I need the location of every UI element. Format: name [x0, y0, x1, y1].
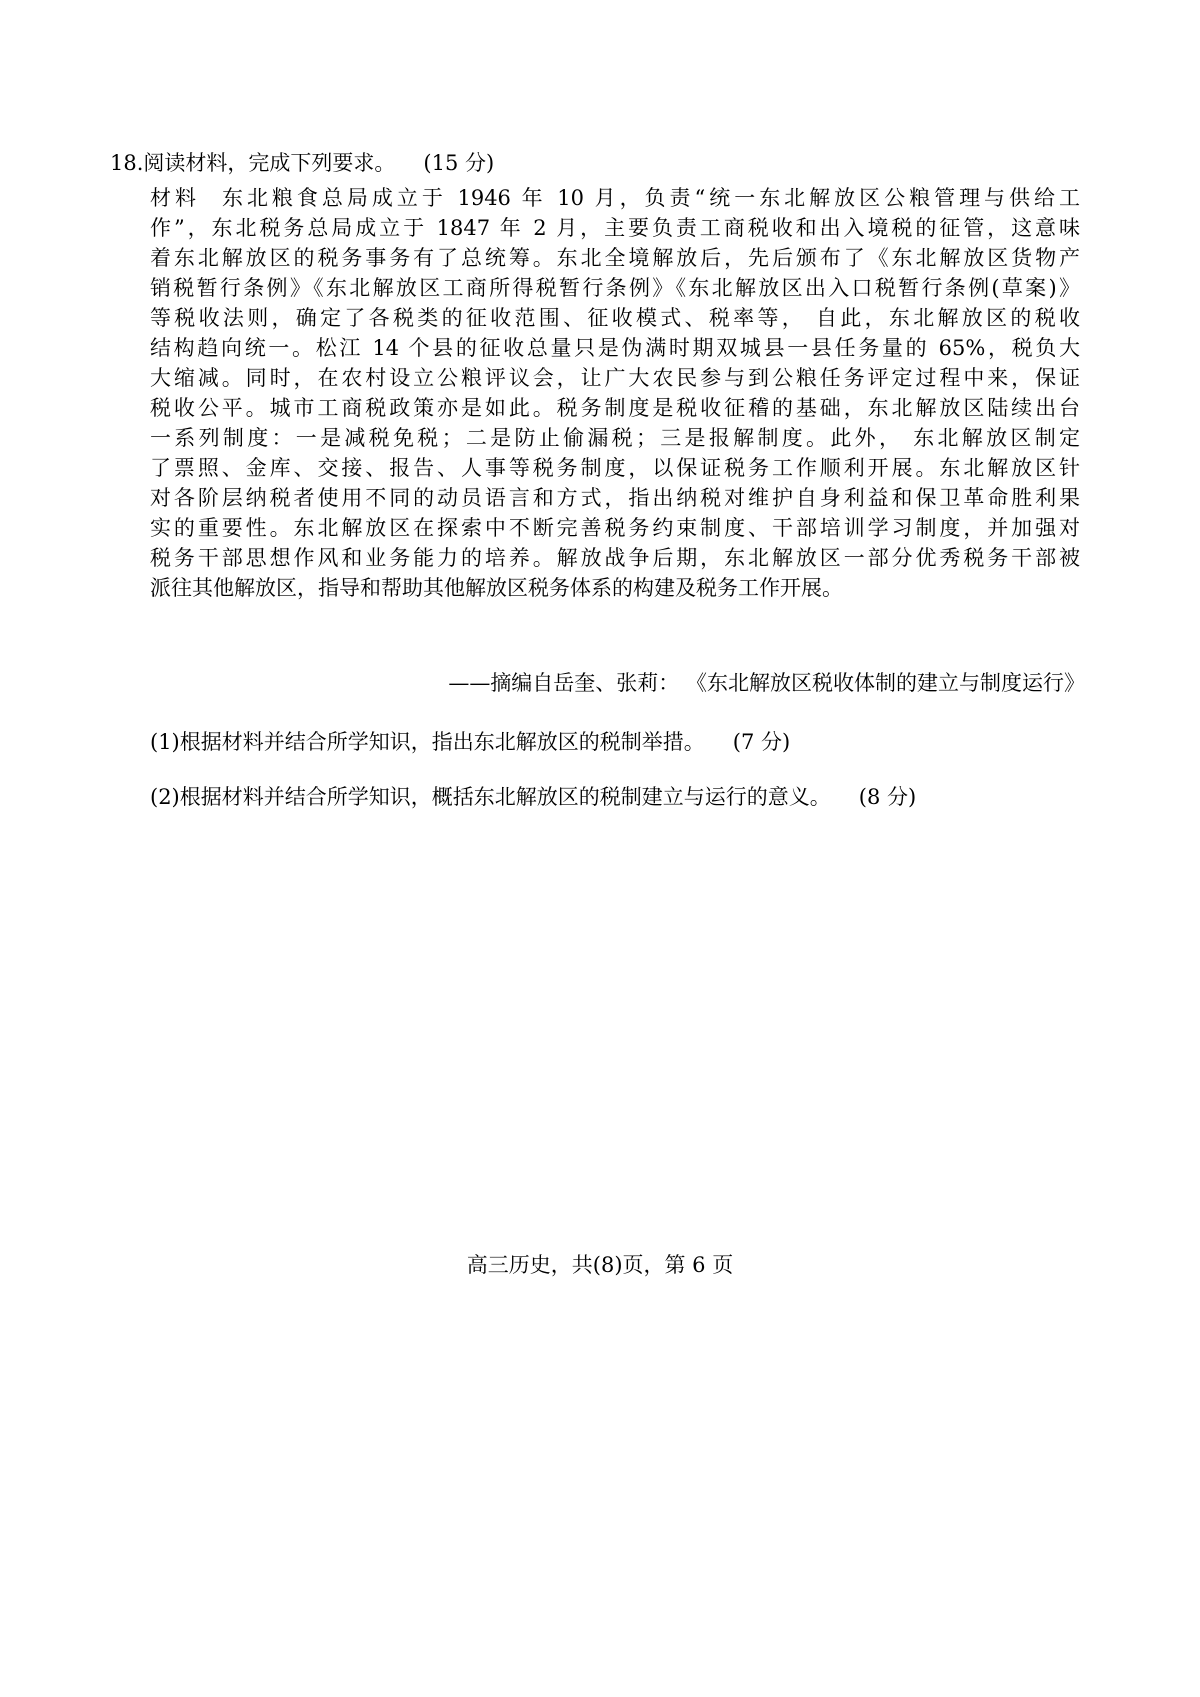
material-line: 着东北解放区的税务事务有了总统筹。东北全境解放后，先后颁布了《东北解放区货物产: [150, 246, 1080, 270]
material-source: ——摘编自岳奎、张莉： 《东北解放区税收体制的建立与制度运行》: [448, 671, 1085, 695]
material-line: 销税暂行条例》《东北解放区工商所得税暂行条例》《东北解放区出入口税暂行条例(草案)》: [150, 276, 1080, 300]
question-points: (15 分): [423, 151, 495, 175]
subquestion-points: (8 分): [858, 785, 917, 809]
material-passage: [150, 183, 1080, 603]
subquestion-1: [150, 727, 790, 757]
material-line: 派往其他解放区，指导和帮助其他解放区税务体系的构建及税务工作开展。: [150, 576, 843, 600]
subquestion-text: (2)根据材料并结合所学知识，概括东北解放区的税制建立与运行的意义。: [150, 785, 831, 809]
question-header: [110, 148, 494, 178]
material-line: 作”，东北税务总局成立于 1847 年 2 月，主要负责工商税收和出入境税的征管，这意味: [150, 216, 1080, 240]
material-line: 材料 东北粮食总局成立于 1946 年 10 月，负责“统一东北解放区公粮管理与供给工: [150, 186, 1080, 210]
material-line: 税收公平。城市工商税政策亦是如此。税务制度是税收征稽的基础，东北解放区陆续出台: [150, 396, 1080, 420]
page-footer: 高三历史，共(8)页，第 6 页: [466, 1253, 734, 1277]
material-line: 了票照、金库、交接、报告、人事等税务制度，以保证税务工作顺利开展。东北解放区针: [150, 456, 1080, 480]
question-prompt: 阅读材料，完成下列要求。: [143, 151, 396, 175]
subquestion-points: (7 分): [732, 730, 791, 754]
material-line: 一系列制度：一是减税免税；二是防止偷漏税；三是报解制度。此外， 东北解放区制定: [150, 426, 1080, 450]
material-line: 等税收法则，确定了各税类的征收范围、征收模式、税率等， 自此，东北解放区的税收: [150, 306, 1080, 330]
material-line: 结构趋向统一。松江 14 个县的征收总量只是伪满时期双城县一县任务量的 65%，税负大: [150, 336, 1080, 360]
material-label: 材料: [150, 186, 200, 210]
material-line: 大缩减。同时，在农村设立公粮评议会，让广大农民参与到公粮任务评定过程中来，保证: [150, 366, 1080, 390]
subquestion-text: (1)根据材料并结合所学知识，指出东北解放区的税制举措。: [150, 730, 705, 754]
subquestion-2: [150, 782, 916, 812]
material-line: 对各阶层纳税者使用不同的动员语言和方式，指出纳税对维护自身利益和保卫革命胜利果: [150, 486, 1080, 510]
material-line: 实的重要性。东北解放区在探索中不断完善税务约束制度、干部培训学习制度，并加强对: [150, 516, 1080, 540]
material-line: 税务干部思想作风和业务能力的培养。解放战争后期，东北解放区一部分优秀税务干部被: [150, 546, 1080, 570]
question-number: 18.: [110, 151, 144, 175]
